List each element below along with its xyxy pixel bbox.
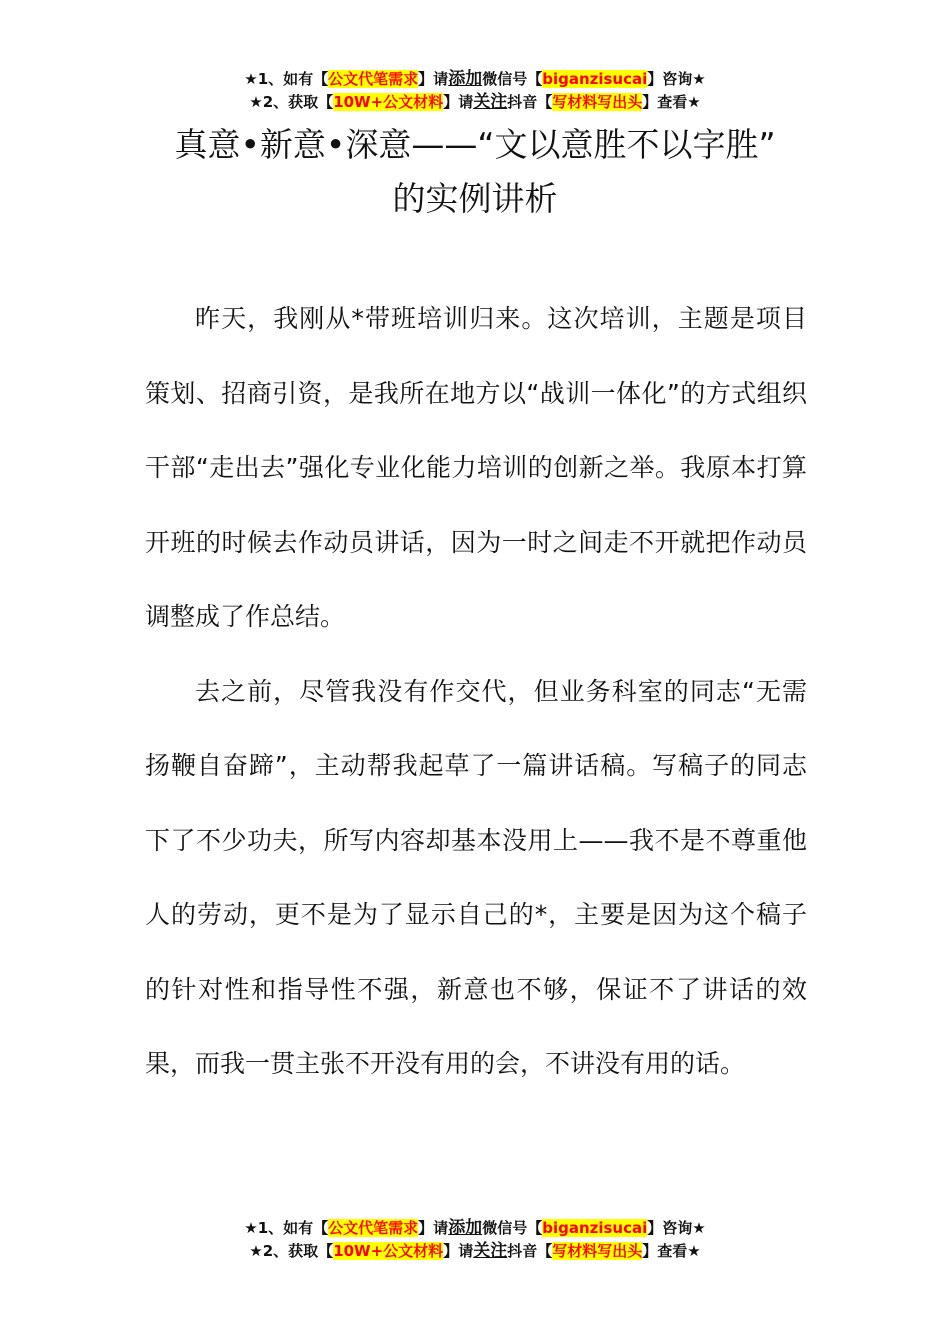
- footer-notice-line-2: ★2、获取【10W+公文材料】请关注抖音【写材料写出头】查看★: [249, 1241, 701, 1261]
- douyin-account-highlight: 写材料写出头: [552, 1242, 643, 1260]
- title-line-2: 的实例讲析: [392, 179, 558, 218]
- document-body: [145, 282, 807, 1102]
- follow-emphasis: 关注: [473, 92, 508, 112]
- title-line-1: 真意•新意•深意——“文以意胜不以字胜”: [174, 125, 776, 164]
- add-emphasis: 添加: [448, 69, 483, 89]
- footer-notice-line-1: ★1、如有【公文代笔需求】请添加微信号【biganzisucai】咨询★: [244, 1218, 706, 1238]
- follow-emphasis: 关注: [473, 1241, 508, 1261]
- materials-highlight: 10W+公文材料: [333, 93, 444, 111]
- add-emphasis: 添加: [448, 1218, 483, 1238]
- document-title: [60, 118, 890, 226]
- paragraph: 昨天，我刚从*带班培训归来。这次培训，主题是项目策划、招商引资，是我所在地方以“战训一体化”的方式组织干部“走出去”强化专业化能力培训的创新之举。我原本打算开班的时候去作动员讲话，因为一时之间走不开就把作动员调整成了作总结。: [145, 304, 807, 631]
- ghostwriting-highlight: 公文代笔需求: [328, 1219, 419, 1237]
- materials-highlight: 10W+公文材料: [333, 1242, 444, 1260]
- paragraph: 去之前，尽管我没有作交代，但业务科室的同志“无需扬鞭自奋蹄”，主动帮我起草了一篇讲话稿。写稿子的同志下了不少功夫，所写内容却基本没用上——我不是不尊重他人的劳动，更不是为了显示自己的*，主要是因为这个稿子的针对性和指导性不强，新意也不够，保证不了讲话的效果，而我一贯主张不开没有用的会，不讲没有用的话。: [145, 676, 807, 1078]
- wechat-id-highlight: biganzisucai: [542, 70, 648, 88]
- header-notice-line-2: ★2、获取【10W+公文材料】请关注抖音【写材料写出头】查看★: [249, 92, 701, 112]
- douyin-account-highlight: 写材料写出头: [552, 93, 643, 111]
- ghostwriting-highlight: 公文代笔需求: [328, 70, 419, 88]
- wechat-id-highlight: biganzisucai: [542, 1219, 648, 1237]
- header-notice-line-1: ★1、如有【公文代笔需求】请添加微信号【biganzisucai】咨询★: [244, 69, 706, 89]
- header-notice: [0, 68, 950, 114]
- footer-notice: [0, 1217, 950, 1263]
